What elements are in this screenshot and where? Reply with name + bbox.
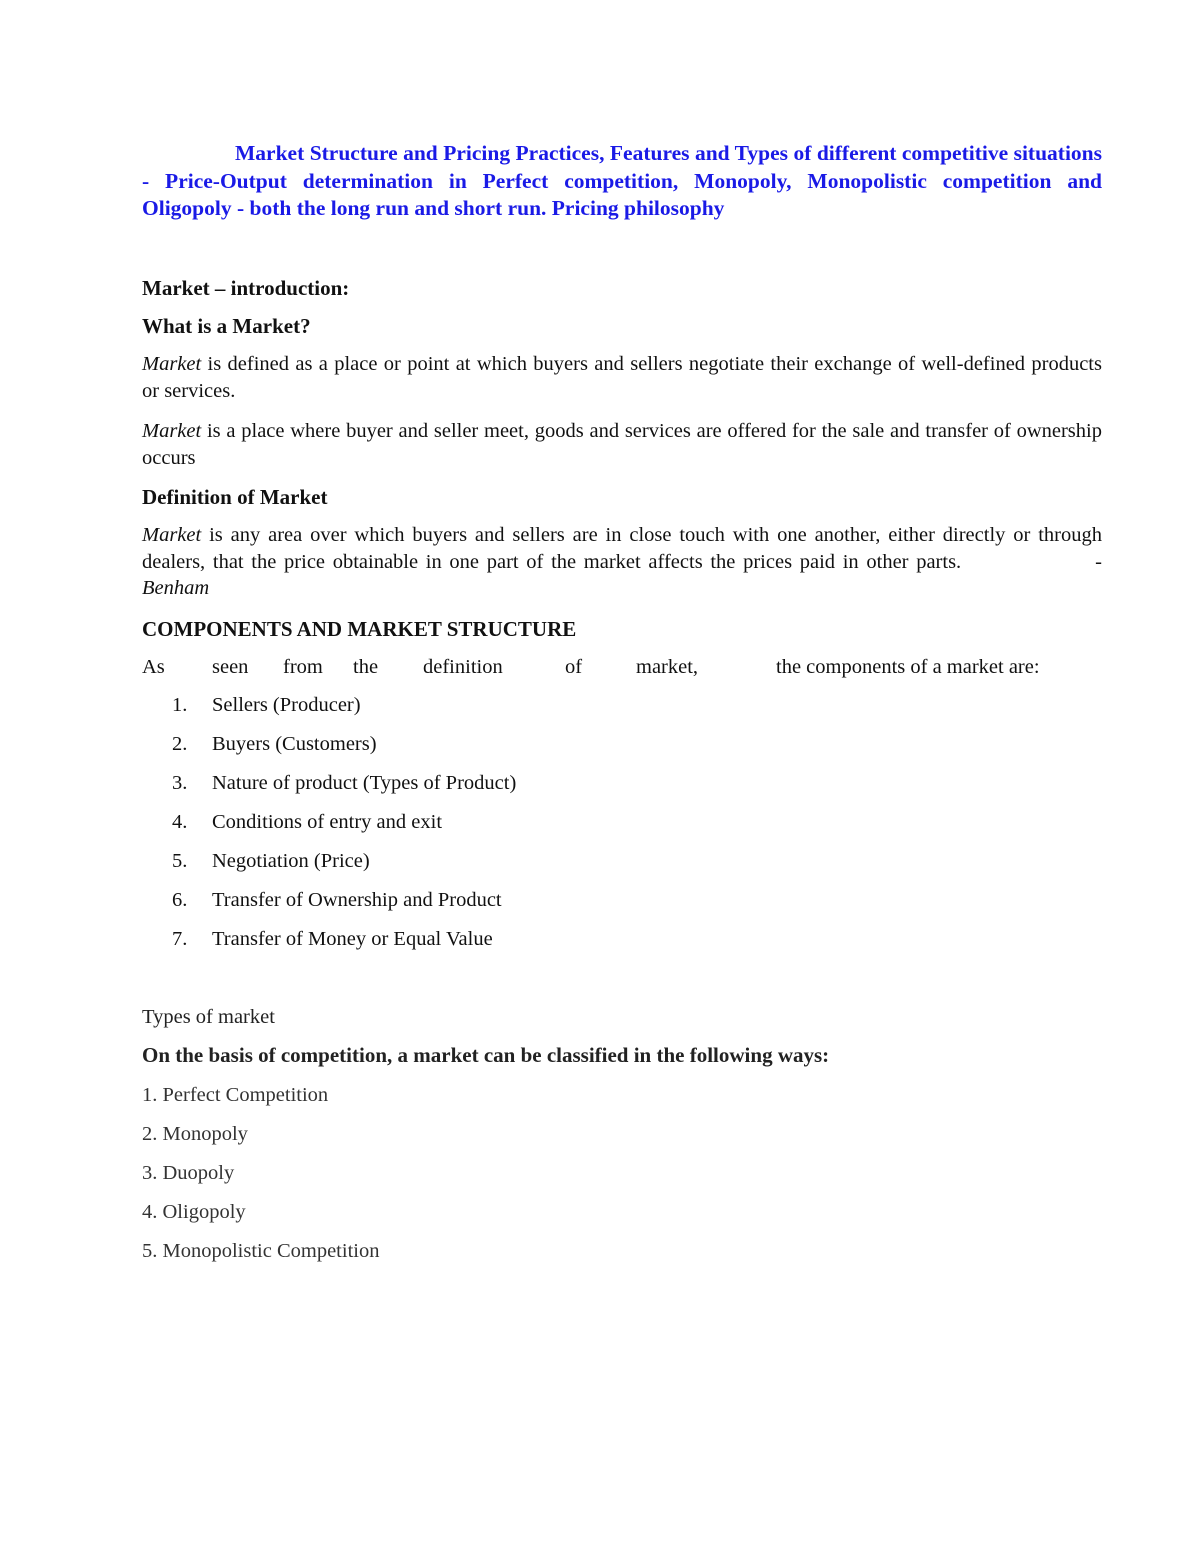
document-title: Market Structure and Pricing Practices, Features and Types of different competitive situations - Price-Output determination in Perfect competition, Monopoly, Monopolistic competition and Oligopoly - both the long run and short run. Pricing philosophy <box>142 141 1102 220</box>
list-item: 2. Monopoly <box>142 1123 248 1145</box>
list-item: 4. Oligopoly <box>142 1201 246 1223</box>
definition-text: is a place where buyer and seller meet, goods and services are offered for the sale and transfer of ownership occurs <box>142 420 1102 469</box>
list-text: Nature of product (Types of Product) <box>212 772 517 794</box>
list-item <box>172 692 516 731</box>
list-text: Negotiation (Price) <box>212 850 370 872</box>
list-text: Conditions of entry and exit <box>212 811 443 833</box>
components-heading: COMPONENTS AND MARKET STRUCTURE <box>142 617 577 641</box>
intro-word: definition <box>423 656 503 678</box>
intro-word: market, <box>636 656 699 678</box>
list-item <box>172 731 516 770</box>
definition-text: is defined as a place or point at which buyers and sellers negotiate their exchange of well-defined products or services. <box>142 353 1102 402</box>
definition-paragraph-1 <box>142 351 1102 404</box>
list-number: 7. <box>172 928 188 950</box>
list-item: 3. Duopoly <box>142 1162 235 1184</box>
list-item <box>172 887 516 926</box>
list-number: 3. <box>172 772 188 794</box>
market-types-list <box>142 1082 379 1277</box>
list-text: Sellers (Producer) <box>212 694 361 716</box>
list-number: 4. <box>172 811 188 833</box>
basis-heading: On the basis of competition, a market can be classified in the following ways: <box>142 1043 830 1067</box>
list-number: 1. <box>172 694 188 716</box>
intro-word: the components of a market are: <box>776 656 1040 678</box>
types-of-market-heading: Types of market <box>142 1006 275 1028</box>
list-item: 1. Perfect Competition <box>142 1084 329 1106</box>
what-is-market-heading: What is a Market? <box>142 314 311 338</box>
components-list <box>172 692 516 965</box>
definition-of-market-heading: Definition of Market <box>142 485 328 509</box>
attribution: - Benham <box>142 550 1102 599</box>
list-item <box>172 926 516 965</box>
list-item <box>172 770 516 809</box>
list-number: 6. <box>172 889 188 911</box>
term-market: Market <box>142 420 202 442</box>
list-number: 2. <box>172 733 188 755</box>
definition-paragraph-2 <box>142 418 1102 471</box>
list-item <box>172 809 516 848</box>
intro-word: As <box>142 656 165 678</box>
list-text: Buyers (Customers) <box>212 733 377 755</box>
components-intro <box>142 654 1087 680</box>
intro-word: from <box>283 656 323 678</box>
intro-word: the <box>353 656 379 678</box>
list-number: 5. <box>172 850 188 872</box>
list-text: Transfer of Money or Equal Value <box>212 928 493 950</box>
intro-word: of <box>565 656 583 678</box>
list-item: 5. Monopolistic Competition <box>142 1240 380 1262</box>
definition-text: is any area over which buyers and sellers are in close touch with one another, either directly or through dealers, that the price obtainable in one part of the market affects the prices paid in other parts. <box>142 524 1102 573</box>
list-item <box>172 848 516 887</box>
term-market: Market <box>142 353 202 375</box>
list-text: Transfer of Ownership and Product <box>212 889 502 911</box>
intro-word: seen <box>212 656 249 678</box>
intro-heading: Market – introduction: <box>142 276 350 300</box>
term-market: Market <box>142 524 202 546</box>
definition-paragraph-3 <box>142 522 1102 602</box>
